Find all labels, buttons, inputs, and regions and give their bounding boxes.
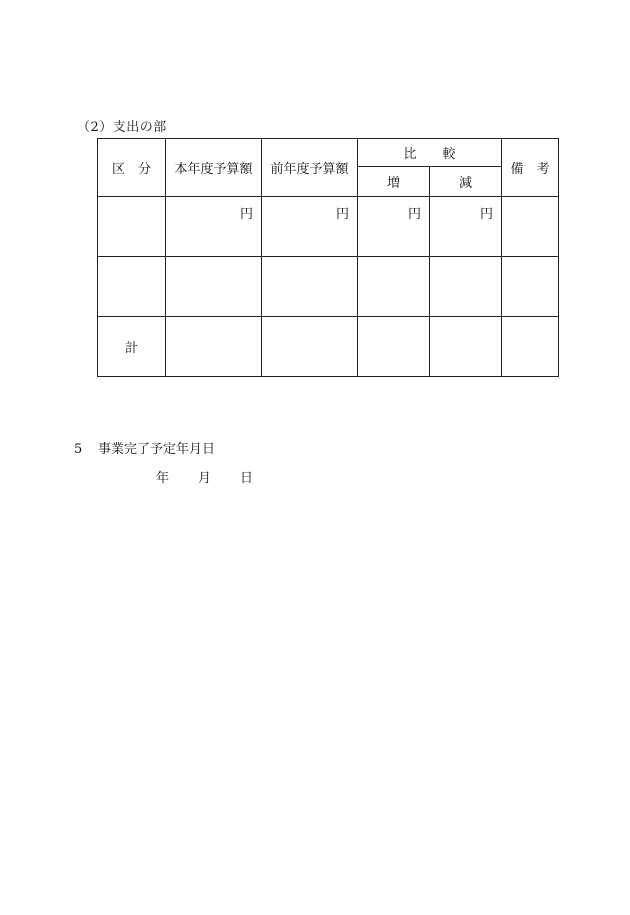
header-current-budget: 本年度予算額 [166,139,262,197]
row2-category-cell [98,257,166,317]
date-month-label: 月 [198,471,212,486]
total-current-cell [166,317,262,377]
section5-title: 事業完了予定年月日 [98,442,216,457]
row1-category-cell [98,197,166,257]
row2-decrease-cell [430,257,502,317]
table-row-total [98,317,559,377]
date-day-label: 日 [240,471,254,486]
row1-increase-unit: 円 [358,197,430,257]
table-row [98,197,559,257]
date-year-label: 年 [156,471,170,486]
total-label: 計 [98,317,166,377]
row2-previous-cell [262,257,358,317]
row1-decrease-unit: 円 [430,197,502,257]
header-decrease: 減 [430,167,502,197]
total-remarks-cell [502,317,559,377]
table-row [98,257,559,317]
completion-date-line [156,467,253,486]
section5-heading [74,438,215,457]
header-remarks: 備 考 [502,139,559,197]
row2-remarks-cell [502,257,559,317]
header-category: 区 分 [98,139,166,197]
section-heading-expenditure: （2）支出の部 [77,120,167,135]
total-decrease-cell [430,317,502,377]
row2-increase-cell [358,257,430,317]
total-previous-cell [262,317,358,377]
total-increase-cell [358,317,430,377]
row2-current-cell [166,257,262,317]
row1-previous-unit: 円 [262,197,358,257]
header-increase: 増 [358,167,430,197]
row1-current-unit: 円 [166,197,262,257]
row1-remarks-cell [502,197,559,257]
section5-number: 5 [74,442,83,457]
header-comparison: 比 較 [358,139,502,167]
header-previous-budget: 前年度予算額 [262,139,358,197]
expenditure-table [97,138,559,377]
